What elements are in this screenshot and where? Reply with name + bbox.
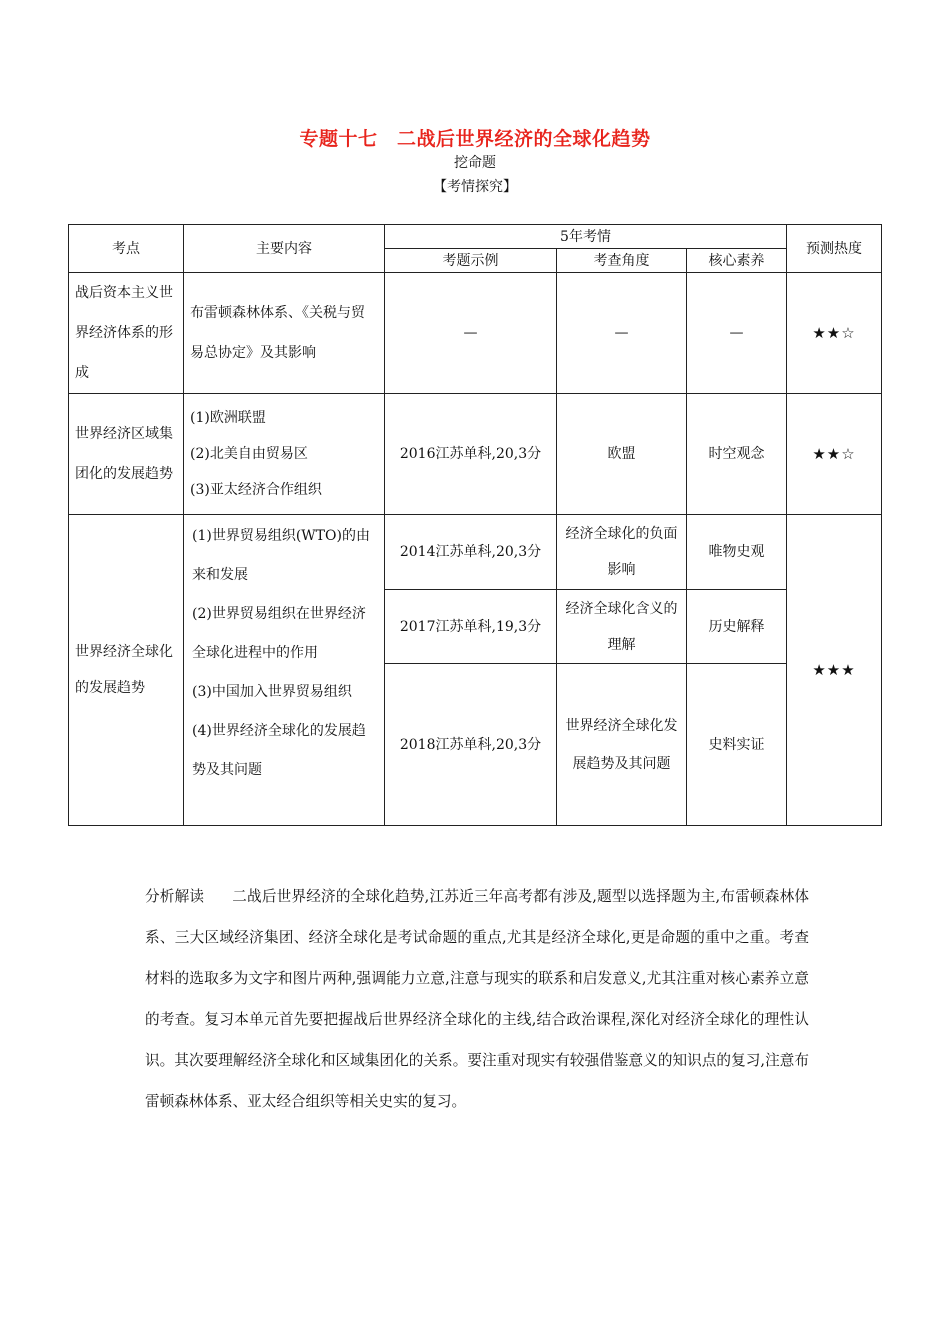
- header-literacy: 核心素养: [687, 249, 787, 273]
- example-cell: 2016江苏单科,20,3分: [385, 394, 557, 515]
- angle-cell: —: [557, 273, 687, 394]
- content-item: (1)欧洲联盟: [190, 410, 266, 426]
- subtitle: 挖命题: [454, 155, 496, 171]
- header-example: 考题示例: [385, 249, 557, 273]
- forecast-stars: ★★☆: [787, 273, 882, 394]
- content-item: (4)世界经济全球化的发展趋势及其问题: [192, 723, 366, 778]
- analysis-label: 分析解读: [145, 888, 205, 905]
- header-forecast: 预测热度: [787, 225, 882, 273]
- page-title: 专题十七 二战后世界经济的全球化趋势: [299, 128, 651, 150]
- content-item: (1)世界贸易组织(WTO)的由来和发展: [192, 528, 370, 583]
- table-row: [69, 515, 882, 590]
- content-cell: 布雷顿森林体系、《关税与贸易总协定》及其影响: [184, 273, 385, 394]
- header-kaodian: 考点: [69, 225, 184, 273]
- header-content: 主要内容: [184, 225, 385, 273]
- angle-cell: 欧盟: [557, 394, 687, 515]
- content-cell: [184, 515, 385, 826]
- example-cell: 2014江苏单科,20,3分: [385, 515, 557, 590]
- header-angle: 考查角度: [557, 249, 687, 273]
- example-cell: 2017江苏单科,19,3分: [385, 590, 557, 664]
- table-row: [69, 394, 882, 515]
- literacy-cell: 历史解释: [687, 590, 787, 664]
- exam-analysis-table: [68, 224, 882, 826]
- literacy-cell: 时空观念: [687, 394, 787, 515]
- example-cell: 2018江苏单科,20,3分: [385, 664, 557, 826]
- literacy-cell: 唯物史观: [687, 515, 787, 590]
- angle-cell: 世界经济全球化发展趋势及其问题: [557, 664, 687, 826]
- forecast-stars: ★★☆: [787, 394, 882, 515]
- header-five-years: 5年考情: [385, 225, 787, 249]
- angle-cell: 经济全球化含义的理解: [557, 590, 687, 664]
- kaodian-cell: 世界经济全球化的发展趋势: [69, 515, 184, 826]
- content-item: (3)中国加入世界贸易组织: [192, 684, 352, 700]
- content-item: (3)亚太经济合作组织: [190, 482, 322, 498]
- literacy-cell: —: [687, 273, 787, 394]
- kaodian-cell: 战后资本主义世界经济体系的形成: [69, 273, 184, 394]
- example-cell: —: [385, 273, 557, 394]
- section-heading: 【考情探究】: [433, 179, 517, 195]
- content-item: (2)世界贸易组织在世界经济全球化进程中的作用: [192, 606, 366, 661]
- content-cell: [184, 394, 385, 515]
- angle-cell: 经济全球化的负面影响: [557, 515, 687, 590]
- analysis-text: 二战后世界经济的全球化趋势,江苏近三年高考都有涉及,题型以选择题为主,布雷顿森林体系、三大区域经济集团、经济全球化是考试命题的重点,尤其是经济全球化,更是命题的重中之重。考查材料的选取多为文字和图片两种,强调能力立意,注意与现实的联系和启发意义,尤其注重对核心素养立意的考查。复习本单元首先要把握战后世界经济全球化的主线,结合政治课程,深化对经济全球化的理性认识。其次要理解经济全球化和区域集团化的关系。要注重对现实有较强借鉴意义的知识点的复习,注意布雷顿森林体系、亚太经合组织等相关史实的复习。: [145, 888, 809, 1110]
- forecast-stars: ★★★: [787, 515, 882, 826]
- content-item: (2)北美自由贸易区: [190, 446, 308, 462]
- kaodian-cell: 世界经济区域集团化的发展趋势: [69, 394, 184, 515]
- literacy-cell: 史料实证: [687, 664, 787, 826]
- analysis-paragraph: [145, 876, 809, 1122]
- table-row: [69, 273, 882, 394]
